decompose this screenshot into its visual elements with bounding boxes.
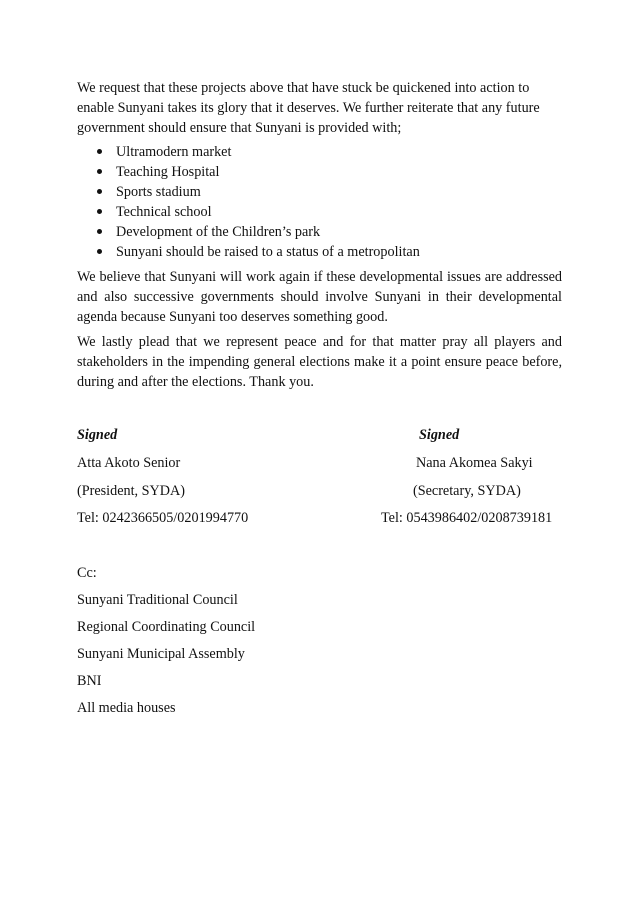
right-signed-label: Signed [419, 427, 460, 443]
bullet-icon [97, 189, 102, 194]
bullet-icon [97, 229, 102, 234]
list-item: Sunyani should be raised to a status of a metropolitan [77, 242, 420, 262]
cc-recipient: Sunyani Municipal Assembly [77, 646, 245, 662]
bullet-icon [97, 169, 102, 174]
list-item: Development of the Children’s park [77, 222, 420, 242]
right-signatory-title: (Secretary, SYDA) [413, 483, 521, 499]
right-signatory-tel: Tel: 0543986402/0208739181 [381, 510, 553, 526]
paragraph-belief: We believe that Sunyani will work again if these developmental issues are addressed and also successive governments should involve Sunyani in their developmental agenda because Sunyani too deserves something good. [77, 269, 562, 325]
left-signatory-name: Atta Akoto Senior [77, 455, 181, 471]
cc-recipient: BNI [77, 673, 102, 689]
list-item: Ultramodern market [77, 142, 420, 162]
left-signatory-tel: Tel: 0242366505/0201994770 [77, 510, 249, 526]
paragraph-request: We request that these projects above that have stuck be quickened into action to enable Sunyani takes its glory that it deserves. We further reiterate that any future government should ensure that Sunyani is provided with; [77, 80, 540, 136]
cc-recipient: Regional Coordinating Council [77, 619, 256, 635]
requirements-list [77, 142, 420, 262]
list-item: Technical school [77, 202, 420, 222]
bullet-icon [97, 249, 102, 254]
paragraph-plea: We lastly plead that we represent peace and for that matter pray all players and stakeholders in the impending general elections make it a point ensure peace before, during and after the elections. Thank you. [77, 334, 562, 390]
cc-recipient: All media houses [77, 700, 176, 716]
list-item: Sports stadium [77, 182, 420, 202]
cc-recipient: Sunyani Traditional Council [77, 592, 238, 608]
cc-heading: Cc: [77, 565, 97, 581]
left-signed-label: Signed [77, 427, 118, 443]
bullet-icon [97, 209, 102, 214]
bullet-icon [97, 149, 102, 154]
list-item: Teaching Hospital [77, 162, 420, 182]
right-signatory-name: Nana Akomea Sakyi [416, 455, 533, 471]
left-signatory-title: (President, SYDA) [77, 483, 185, 499]
